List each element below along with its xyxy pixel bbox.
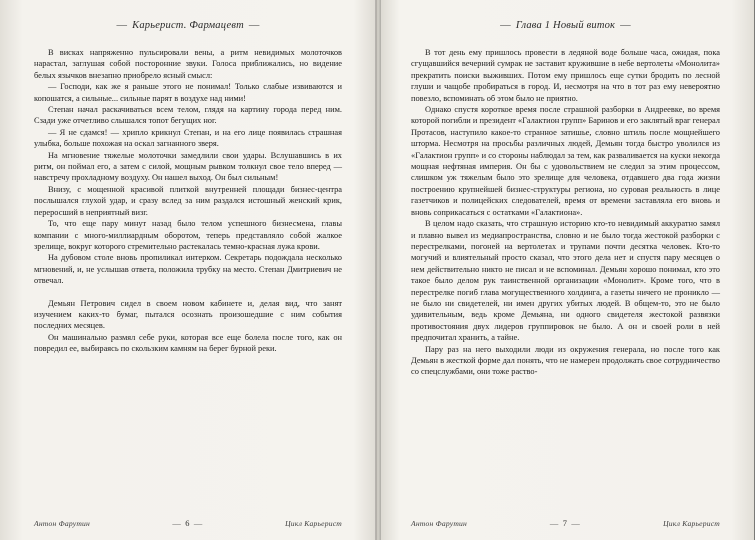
paragraph: Внизу, с мощенной красивой плиткой внутренней площади бизнес-центра послышался глухой удар, и сразу вслед за ним раздался истошный женский крик, переросший в неприятный визг. (34, 184, 342, 217)
paragraph: На дубовом столе вновь пропиликал интерком. Секретарь подождала несколько мгновений, и, не услышав ответа, положила трубку на место. Степан Дмитриевич не отвечал. (34, 253, 342, 286)
paragraph: Он машинально размял себе руки, которая все еще болела после того, как он повредил ее, выбираясь по скользким камням на берег бурной реки. (34, 332, 342, 354)
rule-dash-right: — (620, 20, 631, 31)
left-running-head (34, 20, 342, 31)
page-number (168, 519, 206, 528)
page-number-value: 7 (562, 519, 568, 528)
paragraph: Однако спустя короткое время после страшной разборки в Андреевке, во время которой погибли и президент «Галактион групп» Баринов и его заклятый враг генерал Протасов, наступило какое-то странное затишье, словно штиль после мощнейшего шторма. Несмотря на просьбы различных людей, Демьян тогда быстро уволился из «Галактион групп» и со стороны наблюдал за тем, как разваливается на куски некогда мощная нефтяная империя. Он бы с удовольствием не следил за этим процессом, слишком уж тяжелым было это зрелище для человека, отдавшего два года жизни построению крупнейшей бизнес-структуры региона, но суровая реальность в лице газетчиков и полицейских следователей, время от времени заставляла его вновь и вновь соприкасаться с остатками «Галактиона». (411, 105, 720, 217)
left-footer-row (34, 519, 342, 528)
right-running-head (411, 20, 720, 31)
section-break (34, 287, 342, 298)
paragraph: — Я не сдамся! — хрипло крикнул Степан, и на его лице появилась страшная улыбка, больше похожая на оскал загнанного зверя. (34, 127, 342, 149)
right-page (377, 0, 754, 540)
right-page-footer (411, 519, 720, 528)
page-number (546, 519, 584, 528)
paragraph: В тот день ему пришлось провести в ледяной воде больше часа, ожидая, пока сгущавшийся вечерний сумрак не заставит кружившие в небе вертолеты «Монолита» прекратить поиски выживших. Потом ему пришлось еще сутки бродить по лесной глуши и чащобе пробираться в город. И, несмотря на что в тот раз ему невероятно повезло, вспоминать об этом было не приятно. (411, 48, 720, 103)
left-running-head-text: Карьерист. Фармацевт (132, 20, 244, 31)
paragraph: Демьян Петрович сидел в своем новом кабинете и, делая вид, что занят изучением каких-то бумаг, пытался осознать произошедшие с ним события последних месяцев. (34, 298, 342, 331)
right-footer-row (411, 519, 720, 528)
author-signature: Антон Фарутин (411, 519, 467, 528)
left-page-body (34, 47, 342, 355)
series-signature: Цикл Карьерист (663, 519, 720, 528)
paragraph: На мгновение тяжелые молоточки замедлили свои удары. Вслушавшись в их ритм, он поймал его, а затем с силой, мощным рывком толкнул свое тело вперед — навстречу прохладному воздуху. Он нашел выход. Он был сильным! (34, 150, 342, 183)
rule-dash-left: — (500, 20, 511, 31)
page-number-value: 6 (185, 519, 190, 528)
paragraph: Пару раз на него выходили люди из окружения генерала, но после того как Демьян в жесткой форме дал понять, что не намерен продолжать свое сотрудничество со спецслужбами, они тоже раство- (411, 344, 720, 377)
page-number-rule-right: — (571, 519, 581, 528)
page-number-rule-left: — (549, 519, 559, 528)
author-signature: Антон Фарутин (34, 519, 90, 528)
paragraph: В целом надо сказать, что страшную историю кто-то невидимый аккуратно замял и плавно вывел из медиапространства, словно и не было тогда жестокой разборки с перестрелками, погоней на вертолетах и трупами почти десятка человек. Кто-то могучий и влиятельный просто сказал, что этого дела нет и спустя пару месяцев о нем действительно никто не писал и не вспоминал. Демьян хорошо понимал, кто это такое было делом рук таинственной организации «Монолит». Кроме того, что в перестрелке погиб глава могущественного холдинга, а газеты ничего не проникло — не было ни свидетелей, ни имен других убитых людей. В общем-то, это не было удивительным, ведь кроме Демьяна, ни одного свидетеля жестокой развязки противостояния двух лидеров группировок не было. А он и своей роли в ней предпочитал хранить, а тайне. (411, 219, 720, 343)
rule-dash-left: — (116, 20, 128, 31)
left-page (0, 0, 377, 540)
paragraph: — Господи, как же я раньше этого не понимал! Только слабые извиваются и копошатся, а сильные... сильные парят в воздухе над ними! (34, 82, 342, 103)
left-page-footer (34, 519, 342, 528)
right-running-head-text: Глава 1 Новый виток (515, 20, 616, 31)
rule-dash-right: — (248, 20, 260, 31)
series-signature: Цикл Карьерист (285, 519, 342, 528)
page-number-rule-left: — (172, 519, 182, 528)
page-number-rule-right: — (193, 519, 203, 528)
paragraph: В висках напряженно пульсировали вены, а ритм невидимых молоточков нарастал, заглушая собой посторонние звуки. Голоса приближались, но видение белых язычков внезапно приобрело ясный смысл: (34, 48, 342, 80)
paragraph: Степан начал раскачиваться всем телом, глядя на картину города перед ним. Сзади уже отчетливо слышался топот бегущих ног. (34, 105, 342, 126)
paragraph: То, что еще пару минут назад было телом успешного бизнесмена, главы компании с много-миллиардным оборотом, теперь представляло собой жалкое зрелище, вокруг которого стремительно растекалась темно-красная лужа крови. (34, 219, 342, 251)
right-page-body (411, 47, 720, 378)
